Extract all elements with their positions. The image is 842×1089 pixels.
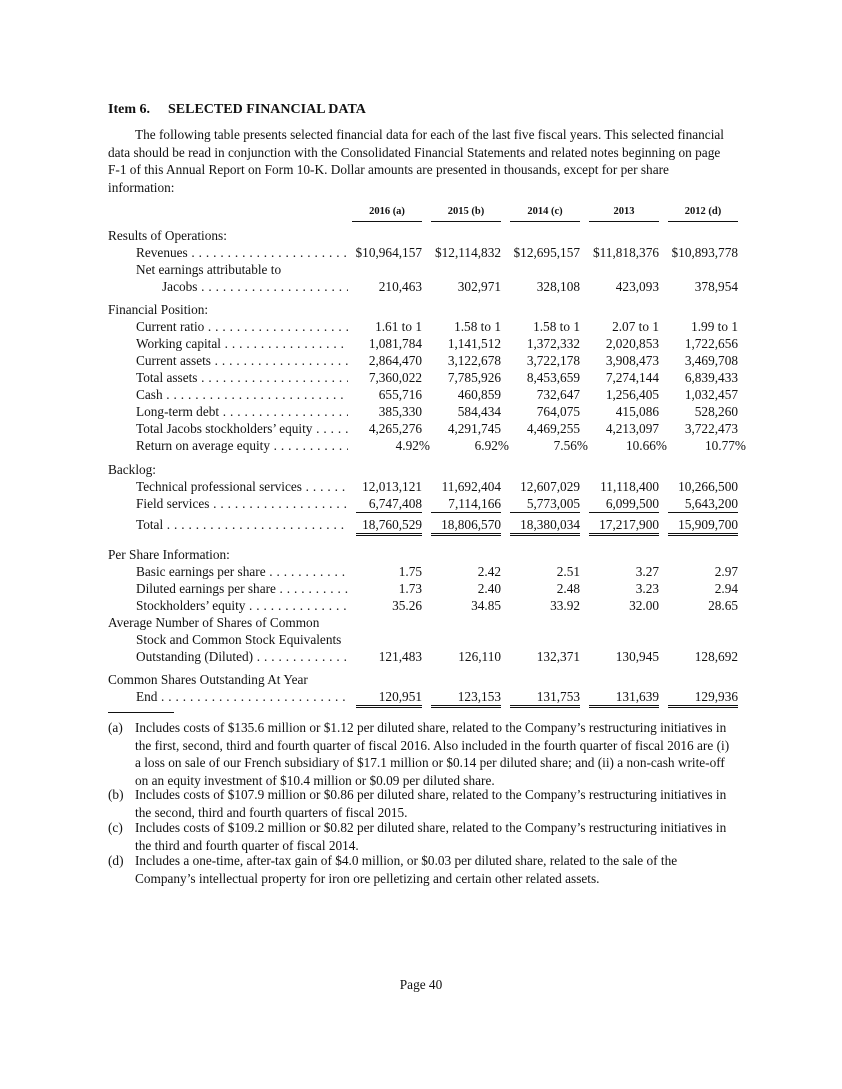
row-label: Return on average equity . . . xyxy=(136,437,348,454)
table-row-shares-outstanding xyxy=(0,688,842,707)
table-row-net-earnings-label xyxy=(0,261,842,278)
cell-2016: 6,747,408 xyxy=(356,495,422,513)
footnote-mark: (d) xyxy=(108,853,124,868)
cell-2013: 11,118,400 xyxy=(600,479,659,494)
cell-2014: 5,773,005 xyxy=(510,495,580,513)
cell-2012: 2.97 xyxy=(714,564,738,579)
cell-2015: 3,122,678 xyxy=(447,353,501,368)
cell-2013: 3.23 xyxy=(635,581,659,596)
cell-2014: 18,380,034 xyxy=(510,516,580,536)
cell-2015: 7,785,926 xyxy=(447,370,501,385)
table-row-return-equity xyxy=(0,437,842,454)
page-number: Page 40 xyxy=(399,977,443,992)
cell-2013: 10.66% xyxy=(626,438,667,453)
cell-2013: 7,274,144 xyxy=(605,370,659,385)
cell-2013: 17,217,900 xyxy=(589,516,659,536)
cell-2013: $11,818,376 xyxy=(593,245,659,260)
cell-2012: 6,839,433 xyxy=(684,370,738,385)
row-label: Stock and Common Stock Equivalents xyxy=(136,632,342,647)
table-row-technical xyxy=(0,478,842,495)
row-label: Common Shares Outstanding At Year xyxy=(108,672,308,687)
cell-2014: 732,647 xyxy=(536,387,580,402)
item-title: SELECTED FINANCIAL DATA xyxy=(168,102,366,117)
row-label: Average Number of Shares of Common xyxy=(108,615,320,630)
intro-paragraph: The following table presents selected financial data for each of the last five fiscal years. This selected financial data should be read in conjunction with the Consolidated Financial Statements and related notes beginning on page F-1 of this Annual Report on Form 10-K. Dollar amounts are presented in thousands, except for per share information: xyxy=(108,127,725,195)
section-label: Financial Position: xyxy=(108,302,209,317)
footnote-c xyxy=(108,819,738,854)
cell-2014: 1.58 to 1 xyxy=(533,319,580,334)
cell-2016: 120,951 xyxy=(356,688,422,708)
cell-2013: 2.07 to 1 xyxy=(612,319,659,334)
cell-2012: 2.94 xyxy=(714,581,738,596)
cell-2014: 328,108 xyxy=(536,279,580,294)
section-label: Per Share Information: xyxy=(108,547,230,562)
cell-2012: 528,260 xyxy=(694,404,738,419)
cell-2014: 131,753 xyxy=(510,688,580,708)
cell-2016: 121,483 xyxy=(378,649,422,664)
cell-2014: 132,371 xyxy=(536,649,580,664)
cell-2016: 4,265,276 xyxy=(368,421,422,436)
cell-2014: 7.56% xyxy=(553,438,588,453)
cell-2016: 1.73 xyxy=(398,581,422,596)
cell-2014: 2.48 xyxy=(556,581,580,596)
cell-2016: 4.92% xyxy=(395,438,430,453)
row-label: Outstanding (Diluted) . . . xyxy=(136,648,348,665)
section-label: Backlog: xyxy=(108,462,157,477)
table-row-diluted-eps xyxy=(0,580,842,597)
cell-2016: 385,330 xyxy=(378,404,422,419)
cell-2014: 12,607,029 xyxy=(520,479,580,494)
cell-2015: 2.40 xyxy=(477,581,501,596)
cell-2012: 28.65 xyxy=(708,598,738,613)
table-row-avg-shares-label1 xyxy=(0,614,842,631)
row-label: Jacobs . . . xyxy=(162,278,348,295)
cell-2014: 3,722,178 xyxy=(526,353,580,368)
row-label: Current ratio . . . xyxy=(136,318,348,335)
table-row-backlog-total xyxy=(0,516,842,535)
cell-2015: $12,114,832 xyxy=(435,245,501,260)
section-results xyxy=(0,227,842,244)
table-row-working-capital xyxy=(0,335,842,352)
cell-2012: 3,469,708 xyxy=(684,353,738,368)
cell-2015: 584,434 xyxy=(457,404,501,419)
column-header-2015: 2015 (b) xyxy=(431,205,501,222)
row-label: Basic earnings per share . . . xyxy=(136,563,348,580)
cell-2012: 378,954 xyxy=(694,279,738,294)
cell-2015: 18,806,570 xyxy=(431,516,501,536)
cell-2013: 3,908,473 xyxy=(605,353,659,368)
cell-2013: 4,213,097 xyxy=(605,421,659,436)
footnote-text: Includes costs of $109.2 million or $0.82 per diluted share, related to the Company’s restructuring initiatives in the third and fourth quarter of fiscal 2014. xyxy=(135,820,727,853)
footnote-mark: (c) xyxy=(108,820,123,835)
footnote-a xyxy=(108,719,738,789)
table-row-avg-shares-label2 xyxy=(0,631,842,648)
cell-2014: 33.92 xyxy=(550,598,580,613)
table-row-field xyxy=(0,495,842,512)
cell-2015: 460,859 xyxy=(457,387,501,402)
footnote-text: Includes costs of $135.6 million or $1.12 per diluted share, related to the Company’s restructuring initiatives in the first, second, third and fourth quarter of fiscal 2016. Also included in the fourth quarter of fiscal 2016 are (i) a loss on sale of our French subsidiary of $17.1 million or $0.14 per diluted share; and (ii) a non-cash write-off on an equity investment of $10.4 million or $0.09 per diluted share. xyxy=(135,720,730,788)
cell-2012: 129,936 xyxy=(668,688,738,708)
cell-2012: 10,266,500 xyxy=(678,479,738,494)
cell-2015: 4,291,745 xyxy=(447,421,501,436)
footnote-d xyxy=(108,852,738,887)
cell-2016: 2,864,470 xyxy=(368,353,422,368)
row-label: Diluted earnings per share . . . xyxy=(136,580,348,597)
row-label: Total Jacobs stockholders’ equity . . . xyxy=(136,420,348,437)
row-label: Long-term debt . . . xyxy=(136,403,348,420)
cell-2013: 423,093 xyxy=(615,279,659,294)
item-heading xyxy=(108,102,366,118)
cell-2016: 12,013,121 xyxy=(362,479,422,494)
cell-2012: 128,692 xyxy=(694,649,738,664)
section-label: Results of Operations: xyxy=(108,228,227,243)
row-label: Revenues . . . xyxy=(136,244,348,261)
cell-2015: 302,971 xyxy=(457,279,501,294)
cell-2015: 126,110 xyxy=(458,649,501,664)
row-label: Working capital . . . xyxy=(136,335,348,352)
cell-2013: 131,639 xyxy=(589,688,659,708)
cell-2015: 7,114,166 xyxy=(431,495,501,513)
table-row-current-assets xyxy=(0,352,842,369)
table-row-stockholders-equity xyxy=(0,597,842,614)
table-row-current-ratio xyxy=(0,318,842,335)
cell-2015: 2.42 xyxy=(477,564,501,579)
table-row-revenues xyxy=(0,244,842,261)
cell-2015: 1.58 to 1 xyxy=(454,319,501,334)
column-header-2014: 2014 (c) xyxy=(510,205,580,222)
cell-2012: 1,722,656 xyxy=(684,336,738,351)
cell-2015: 11,692,404 xyxy=(441,479,501,494)
cell-2016: 7,360,022 xyxy=(368,370,422,385)
cell-2016: 1.75 xyxy=(398,564,422,579)
cell-2013: 32.00 xyxy=(629,598,659,613)
cell-2016: 35.26 xyxy=(392,598,422,613)
cell-2016: 18,760,529 xyxy=(356,516,422,536)
cell-2014: $12,695,157 xyxy=(513,245,580,260)
cell-2016: 655,716 xyxy=(378,387,422,402)
table-row-net-earnings xyxy=(0,278,842,295)
column-header-2016: 2016 (a) xyxy=(352,205,422,222)
table-row-total-assets xyxy=(0,369,842,386)
cell-2015: 34.85 xyxy=(471,598,501,613)
cell-2013: 6,099,500 xyxy=(589,495,659,513)
row-label: Cash . . . xyxy=(136,386,348,403)
cell-2016: $10,964,157 xyxy=(355,245,422,260)
cell-2012: 3,722,473 xyxy=(684,421,738,436)
cell-2014: 1,372,332 xyxy=(526,336,580,351)
row-label: Total . . . xyxy=(136,516,348,533)
cell-2016: 1,081,784 xyxy=(368,336,422,351)
table-row-basic-eps xyxy=(0,563,842,580)
column-header-2013: 2013 xyxy=(589,205,659,222)
cell-2012: 1.99 to 1 xyxy=(691,319,738,334)
cell-2012: 1,032,457 xyxy=(684,387,738,402)
row-label: Current assets . . . xyxy=(136,352,348,369)
row-label: Net earnings attributable to xyxy=(136,262,282,277)
item-number: Item 6. xyxy=(108,102,150,117)
section-pershare xyxy=(0,546,842,563)
table-row-total-equity xyxy=(0,420,842,437)
cell-2012: $10,893,778 xyxy=(671,245,738,260)
row-label: End . . . xyxy=(136,688,348,705)
cell-2016: 1.61 to 1 xyxy=(375,319,422,334)
footnote-mark: (b) xyxy=(108,787,124,802)
cell-2015: 1,141,512 xyxy=(447,336,501,351)
section-backlog xyxy=(0,461,842,478)
table-row-shares-outstanding-label xyxy=(0,671,842,688)
footnote-text: Includes a one-time, after-tax gain of $4.0 million, or $0.03 per diluted share, related to the sale of the Company’s intellectual property for iron ore pelletizing and certain other related assets. xyxy=(135,853,678,886)
footnote-divider xyxy=(108,712,174,713)
footnote-text: Includes costs of $107.9 million or $0.86 per diluted share, related to the Company’s restructuring initiatives in the second, third and fourth quarters of fiscal 2015. xyxy=(135,787,727,820)
footnote-b xyxy=(108,786,738,821)
row-label: Technical professional services . . . xyxy=(136,478,348,495)
cell-2014: 764,075 xyxy=(536,404,580,419)
cell-2012: 15,909,700 xyxy=(668,516,738,536)
row-label: Field services . . . xyxy=(136,495,348,512)
table-row-avg-shares xyxy=(0,648,842,665)
column-header-2012: 2012 (d) xyxy=(668,205,738,222)
footnote-mark: (a) xyxy=(108,720,123,735)
table-row-cash xyxy=(0,386,842,403)
cell-2015: 6.92% xyxy=(474,438,509,453)
section-financial xyxy=(0,301,842,318)
cell-2013: 415,086 xyxy=(615,404,659,419)
cell-2014: 2.51 xyxy=(556,564,580,579)
cell-2012: 10.77% xyxy=(705,438,746,453)
cell-2014: 8,453,659 xyxy=(526,370,580,385)
table-row-long-term-debt xyxy=(0,403,842,420)
cell-2013: 130,945 xyxy=(615,649,659,664)
cell-2015: 123,153 xyxy=(431,688,501,708)
row-label: Total assets . . . xyxy=(136,369,348,386)
cell-2014: 4,469,255 xyxy=(526,421,580,436)
cell-2013: 2,020,853 xyxy=(605,336,659,351)
cell-2013: 3.27 xyxy=(635,564,659,579)
cell-2016: 210,463 xyxy=(378,279,422,294)
cell-2012: 5,643,200 xyxy=(668,495,738,513)
cell-2013: 1,256,405 xyxy=(605,387,659,402)
row-label: Stockholders’ equity . . . xyxy=(136,597,348,614)
